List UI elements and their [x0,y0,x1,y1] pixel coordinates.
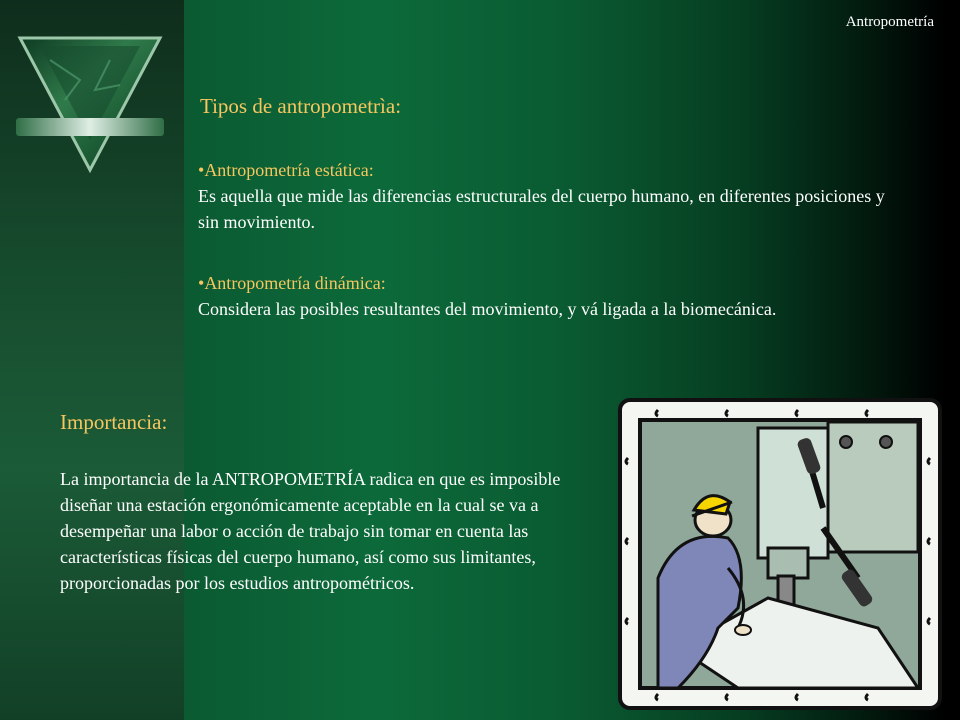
dynamic-description: Considera las posibles resultantes del movimiento, y vá ligada a la biomecánica. [198,299,777,319]
section-heading-tipos: Tipos de antropometrìa: [200,94,402,118]
bullet-dynamic-label: •Antropometría dinámica: [198,273,386,293]
marble-triangle-logo-icon [10,30,170,180]
dynamic-label-text: Antropometría dinámica: [204,273,386,293]
importance-paragraph: La importancia de la ANTROPOMETRÍA radica en que es imposible diseñar una estación ergonómicamente aceptable en la cual se va a desempeñar una labor o acción de trabajo sin tomar en cuenta las características físicas del cuerpo humano, así como sus limitantes, proporcionadas por los estudios antropométricos. [60,469,561,593]
bullet-static-label: •Antropometría estática: [198,160,374,180]
section-heading-importancia: Importancia: [60,410,168,434]
worker-drilling-clipart-icon [618,398,942,710]
static-description: Es aquella que mide las diferencias estructurales del cuerpo humano, en diferentes posiciones y sin movimiento. [198,186,885,232]
static-label-text: Antropometría estática: [204,160,374,180]
slide-header-title: Antropometría [845,14,934,30]
